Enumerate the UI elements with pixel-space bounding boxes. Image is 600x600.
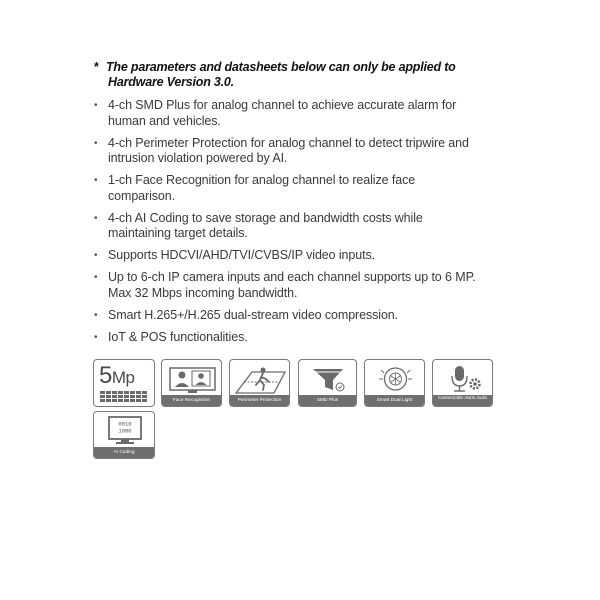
perimeter-protection-label: Perimeter Protection [230,395,289,406]
microphone-gear-icon [433,360,493,398]
feature-item-iot-pos [94,330,514,346]
feature-text-line: 4-ch SMD Plus for analog channel to achieve accurate alarm for [108,98,457,112]
feature-item-video-inputs [94,248,514,264]
feature-text-line: IoT & POS functionalities. [108,329,248,344]
bullet-icon: • [94,137,98,149]
note-line-2: Hardware Version 3.0. [108,75,234,89]
feature-text-line: intrusion violation powered by AI. [108,151,288,165]
face-recognition-label: Face Recognition [162,395,221,406]
note-line-1: The parameters and datasheets below can only be applied to [106,60,456,74]
smd-plus-badge [298,359,357,407]
bullet-icon: • [94,309,98,321]
smd-plus-label: SMD Plus [299,395,356,406]
feature-text-line: Up to 6-ch IP camera inputs and each channel supports up to 6 MP. [108,270,476,284]
perimeter-protection-icon [230,360,290,398]
5mp-badge [93,359,155,407]
feature-text-line: Supports HDCVI/AHD/TVI/CVBS/IP video inputs. [108,248,376,262]
feature-list [94,98,514,352]
bullet-icon: • [94,100,98,111]
feature-text-line: 4-ch AI Coding to save storage and bandwidth costs while [108,210,423,225]
note-asterisk: * [94,60,99,74]
bullet-icon: • [94,175,98,186]
feature-text-line: 4-ch Perimeter Protection for analog channel to detect tripwire and [108,135,469,150]
customizable-alarm-audio-badge [432,359,493,407]
5mp-unit: Mp [111,368,135,387]
bullet-icon: • [94,272,98,283]
face-recognition-badge [161,359,222,407]
smart-dual-light-icon [365,360,425,398]
smd-plus-icon [299,360,357,398]
customizable-alarm-audio-label: Customizable Alarm Audio [433,395,492,407]
ai-coding-badge [93,411,155,459]
face-recognition-icon [162,360,222,398]
ai-coding-screen-line-2: 1000 [118,427,132,435]
ai-coding-screen-line-1: 0010 [118,420,132,428]
bullet-icon: • [94,331,98,343]
smart-dual-light-badge [364,359,425,407]
feature-text-line: Max 32 Mbps incoming bandwidth. [108,285,298,300]
5mp-number: 5 [99,362,112,389]
ai-coding-label: AI Coding [94,447,154,458]
feature-text-line: 1-ch Face Recognition for analog channel to realize face [108,173,416,187]
feature-text-line: comparison. [108,188,175,203]
feature-item-perimeter-protection [94,136,514,167]
feature-text-line: Smart H.265+/H.265 dual-stream video compression. [108,307,399,322]
keyboard-grid-icon [94,360,155,407]
smart-dual-light-label: Smart Dual Light [365,395,424,406]
feature-item-ip-camera-inputs [94,270,514,301]
feature-item-smd-plus [94,98,514,129]
feature-item-video-compression [94,308,514,324]
ai-coding-monitor-icon [94,412,155,450]
perimeter-protection-badge [229,359,290,407]
bullet-icon: • [94,250,98,261]
feature-text-line: human and vehicles. [108,113,221,128]
hardware-version-note [94,60,514,90]
feature-text-line: maintaining target details. [108,226,248,240]
feature-item-face-recognition [94,173,514,204]
bullet-icon: • [94,212,98,224]
feature-item-ai-coding [94,211,514,242]
